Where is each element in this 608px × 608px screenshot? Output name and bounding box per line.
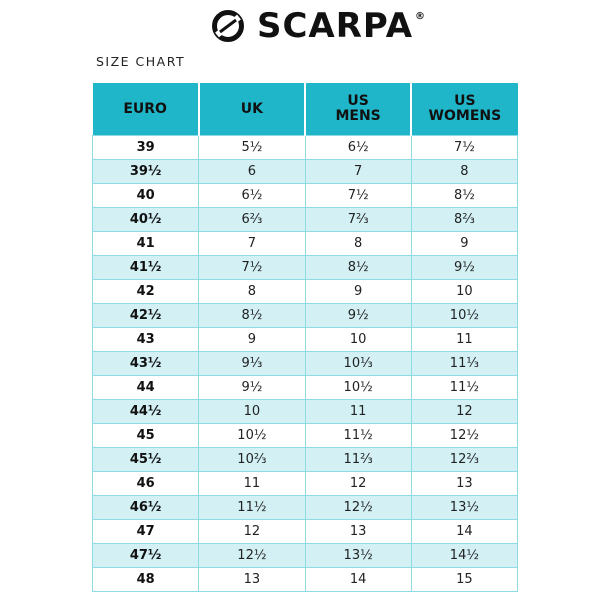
- table-body: [93, 136, 518, 592]
- us-womens-cell: 10½: [411, 304, 517, 328]
- header-euro: EURO: [93, 83, 199, 136]
- table-row: [93, 400, 518, 424]
- uk-cell: 5½: [199, 136, 305, 160]
- uk-cell: 11½: [199, 496, 305, 520]
- uk-cell: 12: [199, 520, 305, 544]
- us-womens-cell: 8½: [411, 184, 517, 208]
- table-row: [93, 424, 518, 448]
- us-mens-cell: 13: [305, 520, 411, 544]
- euro-cell: 45½: [93, 448, 199, 472]
- uk-cell: 6: [199, 160, 305, 184]
- us-womens-cell: 11⅓: [411, 352, 517, 376]
- us-mens-cell: 10: [305, 328, 411, 352]
- us-mens-cell: 8½: [305, 256, 411, 280]
- uk-cell: 9⅓: [199, 352, 305, 376]
- uk-cell: 6½: [199, 184, 305, 208]
- us-womens-cell: 13½: [411, 496, 517, 520]
- table-row: [93, 328, 518, 352]
- us-mens-cell: 12: [305, 472, 411, 496]
- table-row: [93, 256, 518, 280]
- us-womens-cell: 11½: [411, 376, 517, 400]
- registered-mark: ®: [415, 11, 426, 22]
- table-row: [93, 472, 518, 496]
- us-mens-cell: 7⅔: [305, 208, 411, 232]
- euro-cell: 43: [93, 328, 199, 352]
- size-chart-table: [92, 83, 518, 592]
- uk-cell: 12½: [199, 544, 305, 568]
- uk-cell: 7: [199, 232, 305, 256]
- table-row: [93, 496, 518, 520]
- header-us-womens: US WOMENS: [411, 83, 517, 136]
- uk-cell: 9: [199, 328, 305, 352]
- us-womens-cell: 12⅔: [411, 448, 517, 472]
- us-womens-cell: 9½: [411, 256, 517, 280]
- header-uk: UK: [199, 83, 305, 136]
- table-row: [93, 520, 518, 544]
- us-mens-cell: 14: [305, 568, 411, 592]
- us-mens-cell: 7: [305, 160, 411, 184]
- us-womens-cell: 15: [411, 568, 517, 592]
- euro-cell: 42½: [93, 304, 199, 328]
- euro-cell: 46: [93, 472, 199, 496]
- uk-cell: 10⅔: [199, 448, 305, 472]
- euro-cell: 39: [93, 136, 199, 160]
- euro-cell: 47: [93, 520, 199, 544]
- uk-cell: 10½: [199, 424, 305, 448]
- brand-header: [0, 6, 608, 46]
- us-mens-cell: 13½: [305, 544, 411, 568]
- euro-cell: 41: [93, 232, 199, 256]
- table-row: [93, 208, 518, 232]
- us-womens-cell: 8: [411, 160, 517, 184]
- scarpa-logo-icon: [211, 9, 245, 43]
- brand-lockup: [211, 6, 426, 46]
- euro-cell: 46½: [93, 496, 199, 520]
- euro-cell: 44½: [93, 400, 199, 424]
- us-mens-cell: 6½: [305, 136, 411, 160]
- us-mens-cell: 11½: [305, 424, 411, 448]
- us-mens-cell: 8: [305, 232, 411, 256]
- us-womens-cell: 9: [411, 232, 517, 256]
- table-row: [93, 304, 518, 328]
- table-row: [93, 544, 518, 568]
- us-mens-cell: 7½: [305, 184, 411, 208]
- euro-cell: 44: [93, 376, 199, 400]
- uk-cell: 10: [199, 400, 305, 424]
- brand-name: SCARPA: [256, 6, 414, 46]
- euro-cell: 40: [93, 184, 199, 208]
- us-womens-cell: 7½: [411, 136, 517, 160]
- euro-cell: 47½: [93, 544, 199, 568]
- euro-cell: 42: [93, 280, 199, 304]
- us-mens-cell: 10⅓: [305, 352, 411, 376]
- us-womens-cell: 10: [411, 280, 517, 304]
- euro-cell: 40½: [93, 208, 199, 232]
- us-mens-cell: 11⅔: [305, 448, 411, 472]
- us-womens-cell: 12½: [411, 424, 517, 448]
- table-row: [93, 376, 518, 400]
- us-mens-cell: 9: [305, 280, 411, 304]
- table-row: [93, 352, 518, 376]
- uk-cell: 6⅔: [199, 208, 305, 232]
- table-row: [93, 184, 518, 208]
- table-row: [93, 136, 518, 160]
- us-womens-cell: 12: [411, 400, 517, 424]
- euro-cell: 39½: [93, 160, 199, 184]
- table-row: [93, 568, 518, 592]
- table-row: [93, 448, 518, 472]
- us-womens-cell: 13: [411, 472, 517, 496]
- header-us-mens: US MENS: [305, 83, 411, 136]
- us-mens-cell: 11: [305, 400, 411, 424]
- us-womens-cell: 11: [411, 328, 517, 352]
- euro-cell: 45: [93, 424, 199, 448]
- uk-cell: 7½: [199, 256, 305, 280]
- us-mens-cell: 10½: [305, 376, 411, 400]
- table-row: [93, 280, 518, 304]
- us-mens-cell: 12½: [305, 496, 411, 520]
- table-row: [93, 232, 518, 256]
- euro-cell: 48: [93, 568, 199, 592]
- us-mens-cell: 9½: [305, 304, 411, 328]
- us-womens-cell: 14½: [411, 544, 517, 568]
- uk-cell: 13: [199, 568, 305, 592]
- uk-cell: 8½: [199, 304, 305, 328]
- page-title: SIZE CHART: [96, 54, 186, 69]
- uk-cell: 11: [199, 472, 305, 496]
- uk-cell: 9½: [199, 376, 305, 400]
- us-womens-cell: 8⅔: [411, 208, 517, 232]
- table-header-row: [93, 83, 518, 136]
- euro-cell: 43½: [93, 352, 199, 376]
- uk-cell: 8: [199, 280, 305, 304]
- euro-cell: 41½: [93, 256, 199, 280]
- us-womens-cell: 14: [411, 520, 517, 544]
- table-row: [93, 160, 518, 184]
